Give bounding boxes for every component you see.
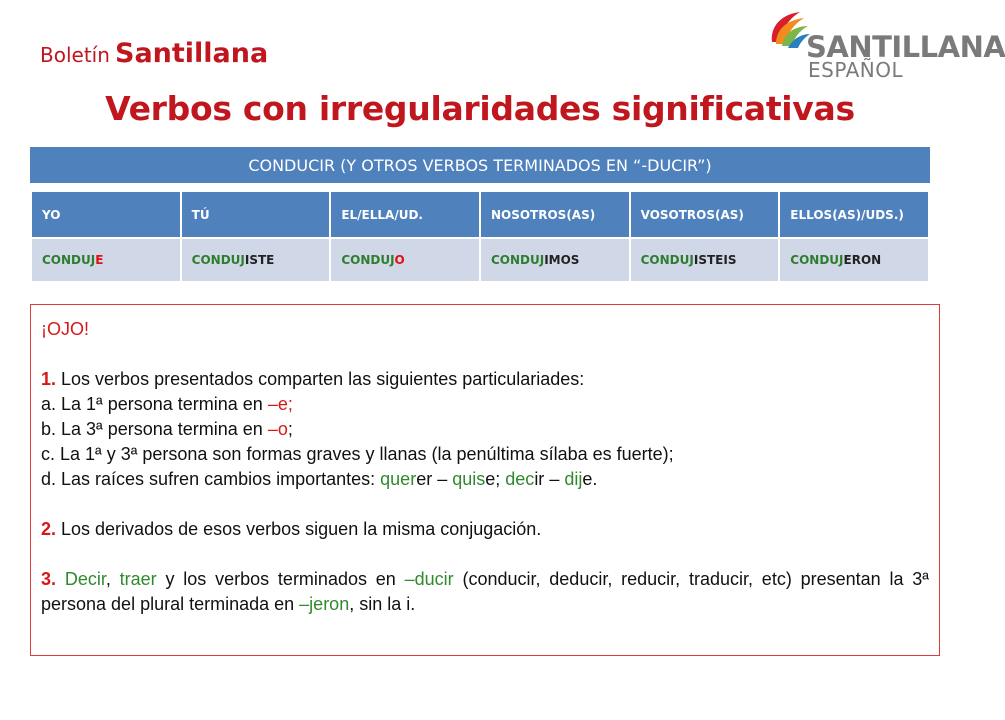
note-item-d: d. Las raíces sufren cambios importantes: querer – quise; decir – dije. [41, 469, 598, 489]
bulletin-brand: Santillana [115, 38, 269, 69]
stem: CONDUJ [490, 253, 545, 267]
page-title: Verbos con irregularidades significativas [105, 89, 855, 128]
value-cell [330, 238, 480, 282]
table-caption: CONDUCIR (Y OTROS VERBOS TERMINADOS EN “-DUCIR”) [30, 147, 930, 183]
header-cell: EL/ELLA/UD. [330, 191, 480, 238]
stem: CONDUJ [790, 253, 844, 267]
stem: CONDUJ [42, 253, 96, 267]
table-header-row [31, 191, 929, 238]
note-point-2: 2. Los derivados de esos verbos siguen la misma conjugación. [41, 519, 542, 539]
header-cell: ELLOS(AS)/UDS.) [779, 191, 929, 238]
note-point-3: 3. Decir, traer y los verbos terminados en –ducir (conducir, deducir, reducir, traducir, etc) presentan la 3ª persona del plural terminada en –jeron, sin la i. [41, 569, 929, 614]
value-cell [480, 238, 630, 282]
ending: ISTEIS [693, 253, 737, 267]
value-cell [181, 238, 331, 282]
stem: CONDUJ [640, 253, 694, 267]
header-cell: YO [31, 191, 181, 238]
logo-name: SANTILLANA [806, 30, 1005, 64]
ending: O [394, 253, 405, 267]
value-cell [630, 238, 780, 282]
conjugation-table [30, 190, 930, 283]
bulletin-label [40, 38, 268, 69]
stem: CONDUJ [341, 253, 395, 267]
ending: E [95, 253, 104, 267]
ending: ERON [843, 253, 882, 267]
note-point-1: 1. Los verbos presentados comparten las siguientes particulariades: [41, 369, 585, 389]
logo-subtitle: ESPAÑOL [808, 58, 904, 82]
note-item-c: c. La 1ª y 3ª persona son formas graves y llanas (la penúltima sílaba es fuerte); [41, 444, 674, 464]
ending: IMOS [544, 253, 580, 267]
note-item-a: a. La 1ª persona termina en –e; [41, 394, 293, 414]
note-heading: ¡OJO! [41, 319, 89, 339]
table-row [31, 238, 929, 282]
header-cell: TÚ [181, 191, 331, 238]
ending: ISTE [244, 253, 275, 267]
header-cell: VOSOTROS(AS) [630, 191, 780, 238]
note-box [30, 304, 940, 656]
stem: CONDUJ [191, 253, 245, 267]
bulletin-word: Boletín [40, 43, 110, 67]
value-cell [31, 238, 181, 282]
header-cell: NOSOTROS(AS) [480, 191, 630, 238]
note-item-b: b. La 3ª persona termina en –o; [41, 419, 293, 439]
value-cell [779, 238, 929, 282]
santillana-logo [766, 6, 1005, 82]
